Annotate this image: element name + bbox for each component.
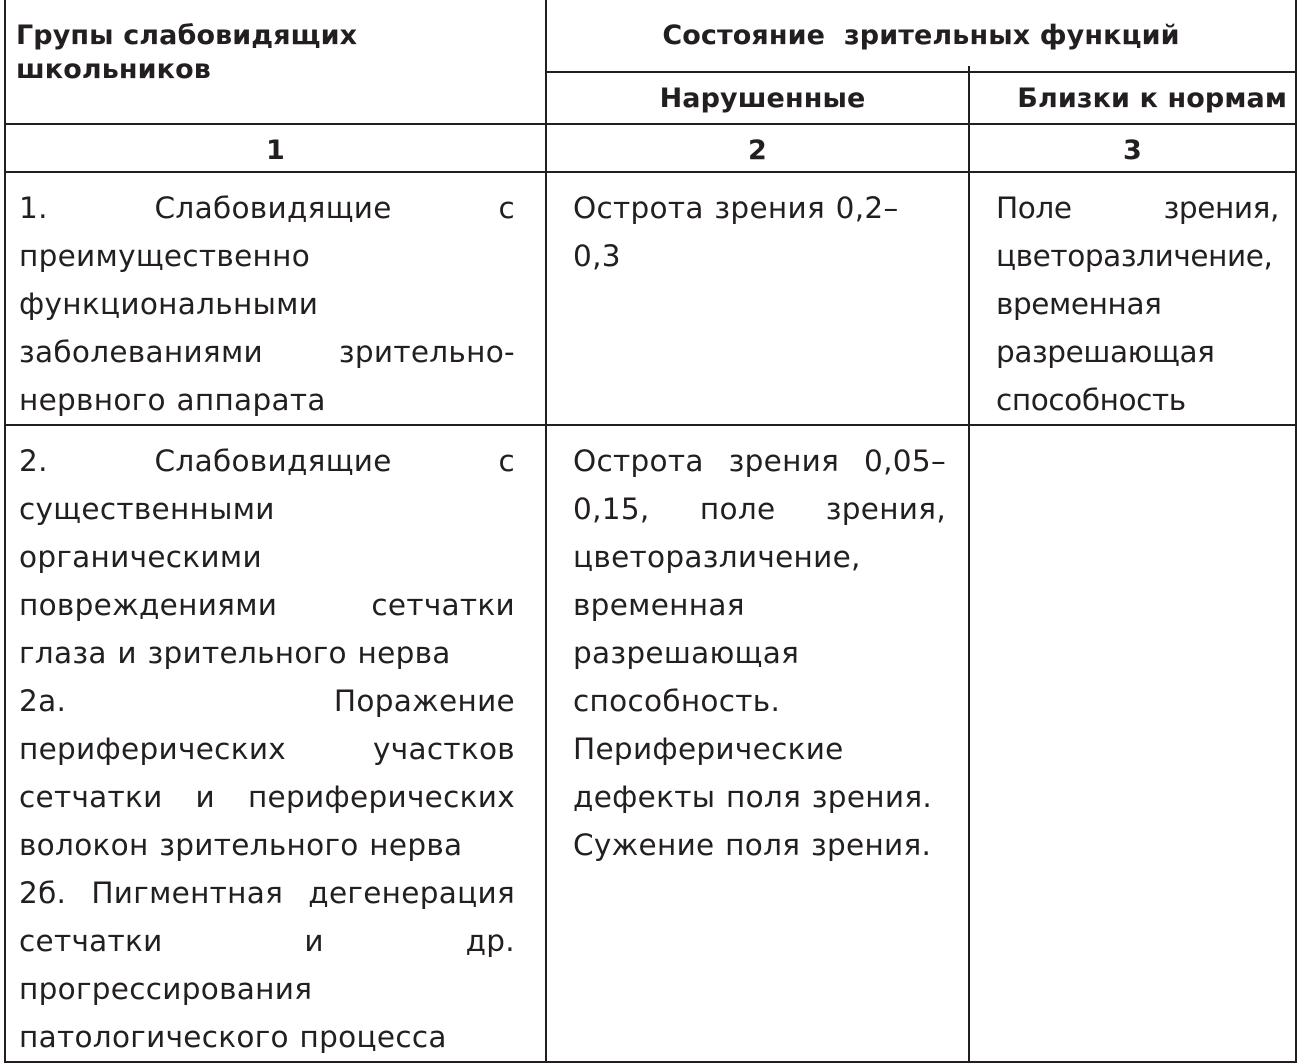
near-normal-cell [969,425,1296,1062]
group-text-1: 1. Слабовидящие с преимущественно функциональными заболеваниями зрительно-нервного аппарата [19,191,515,417]
table-row [5,172,1296,425]
header-impaired-label: Нарушенные [659,83,866,114]
header-groups-label: Групы слабовидящих школьников [16,20,358,85]
column-number-3: 3 [969,124,1296,172]
near-normal-text-1: Поле зрения, цветоразличение, временная разрешающая способность [996,191,1279,417]
group-cell [5,425,546,1062]
group-cell [5,172,546,425]
impaired-cell [546,425,969,1062]
header-impaired-cell [546,72,969,124]
header-near-normal-cell [969,72,1296,124]
near-normal-cell [969,172,1296,425]
table-row [5,425,1296,1062]
column-number-1: 1 [5,124,546,172]
vision-functions-table [4,0,1297,1063]
header-row [5,0,1296,72]
impaired-text-2b: Сужение поля зрения. [573,828,932,862]
column-number-row [5,124,1296,172]
header-group-cell [546,0,1296,72]
group-text-2: 2. Слабовидящие с существенными органическими повреждениями сетчатки глаза и зрительного нерва [19,444,515,670]
column-number-2: 2 [546,124,969,172]
header-group-label: Состояние зрительных функций [662,20,1180,51]
column-divider-stub [968,66,970,74]
impaired-text-2: Острота зрения 0,05–0,15, поле зрения, цветоразличение, временная разрешающая способность. [573,444,946,718]
impaired-cell [546,172,969,425]
impaired-text-2a: Периферические дефекты поля зрения. [573,732,933,814]
header-groups-cell [5,0,546,124]
group-text-2b: 2б. Пигментная дегенерация сетчатки и др. прогрессирования патологического процесса [19,876,515,1054]
impaired-text-1: Острота зрения 0,2–0,3 [573,191,899,273]
header-near-normal-label: Близки к нормам [1017,83,1287,114]
group-text-2a: 2а. Поражение периферических участков сетчатки и периферических волокон зрительного нерва [19,684,515,862]
